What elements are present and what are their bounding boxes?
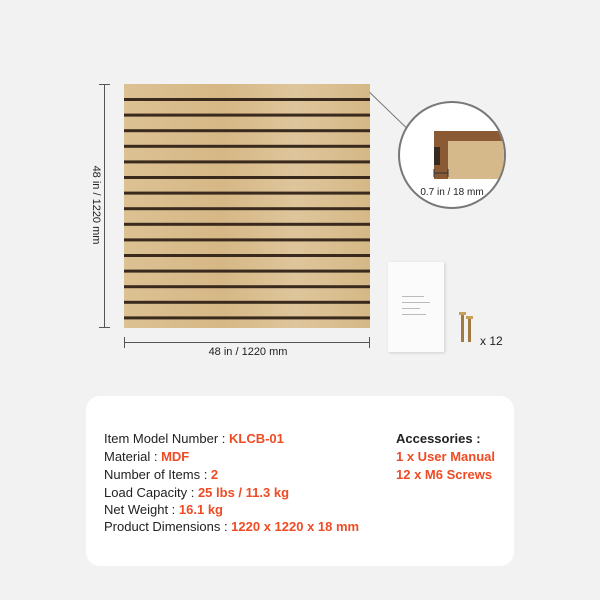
spec-row-items: Number of Items : 2 (104, 467, 219, 482)
thickness-detail-circle (398, 101, 506, 209)
spec-row-weight: Net Weight : 16.1 kg (104, 502, 223, 517)
panel-groove (124, 238, 370, 241)
spec-row-model: Item Model Number : KLCB-01 (104, 431, 284, 446)
panel-groove (124, 192, 370, 195)
screw-icon (458, 312, 478, 348)
panel-groove (124, 160, 370, 163)
height-dimension-tick-bottom (99, 327, 110, 328)
spec-row-material: Material : MDF (104, 449, 190, 464)
width-dimension-tick-left (124, 337, 125, 348)
panel-groove (124, 270, 370, 273)
accessories-title: Accessories : (396, 431, 481, 446)
panel-groove (124, 254, 370, 257)
spec-row-dimensions: Product Dimensions : 1220 x 1220 x 18 mm (104, 519, 360, 534)
panel-groove (124, 207, 370, 210)
slat-wall-panel (124, 84, 370, 328)
thickness-label: 0.7 in / 18 mm (420, 187, 484, 198)
panel-grooves (124, 84, 370, 328)
panel-groove (124, 145, 370, 148)
panel-groove (124, 285, 370, 288)
panel-groove (124, 176, 370, 179)
height-dimension-label: 48 in / 1220 mm (90, 165, 102, 245)
panel-groove (124, 98, 370, 101)
screws-count-label: x 12 (480, 334, 503, 348)
spec-row-load: Load Capacity : 25 lbs / 11.3 kg (104, 485, 290, 500)
zoom-leader-line (369, 92, 407, 129)
panel-groove (124, 129, 370, 132)
panel-groove (124, 301, 370, 304)
spec-card (86, 396, 514, 566)
manual-booklet-icon (388, 262, 444, 352)
panel-groove (124, 223, 370, 226)
accessory-item-manual: 1 x User Manual (396, 449, 495, 464)
accessory-item-screws: 12 x M6 Screws (396, 467, 493, 482)
width-dimension-tick-right (369, 337, 370, 348)
height-dimension-tick-top (99, 84, 110, 85)
width-dimension-line (124, 342, 370, 343)
width-dimension-label: 48 in / 1220 mm (208, 346, 288, 358)
panel-groove (124, 114, 370, 117)
height-dimension-line (104, 84, 105, 327)
panel-groove (124, 316, 370, 319)
